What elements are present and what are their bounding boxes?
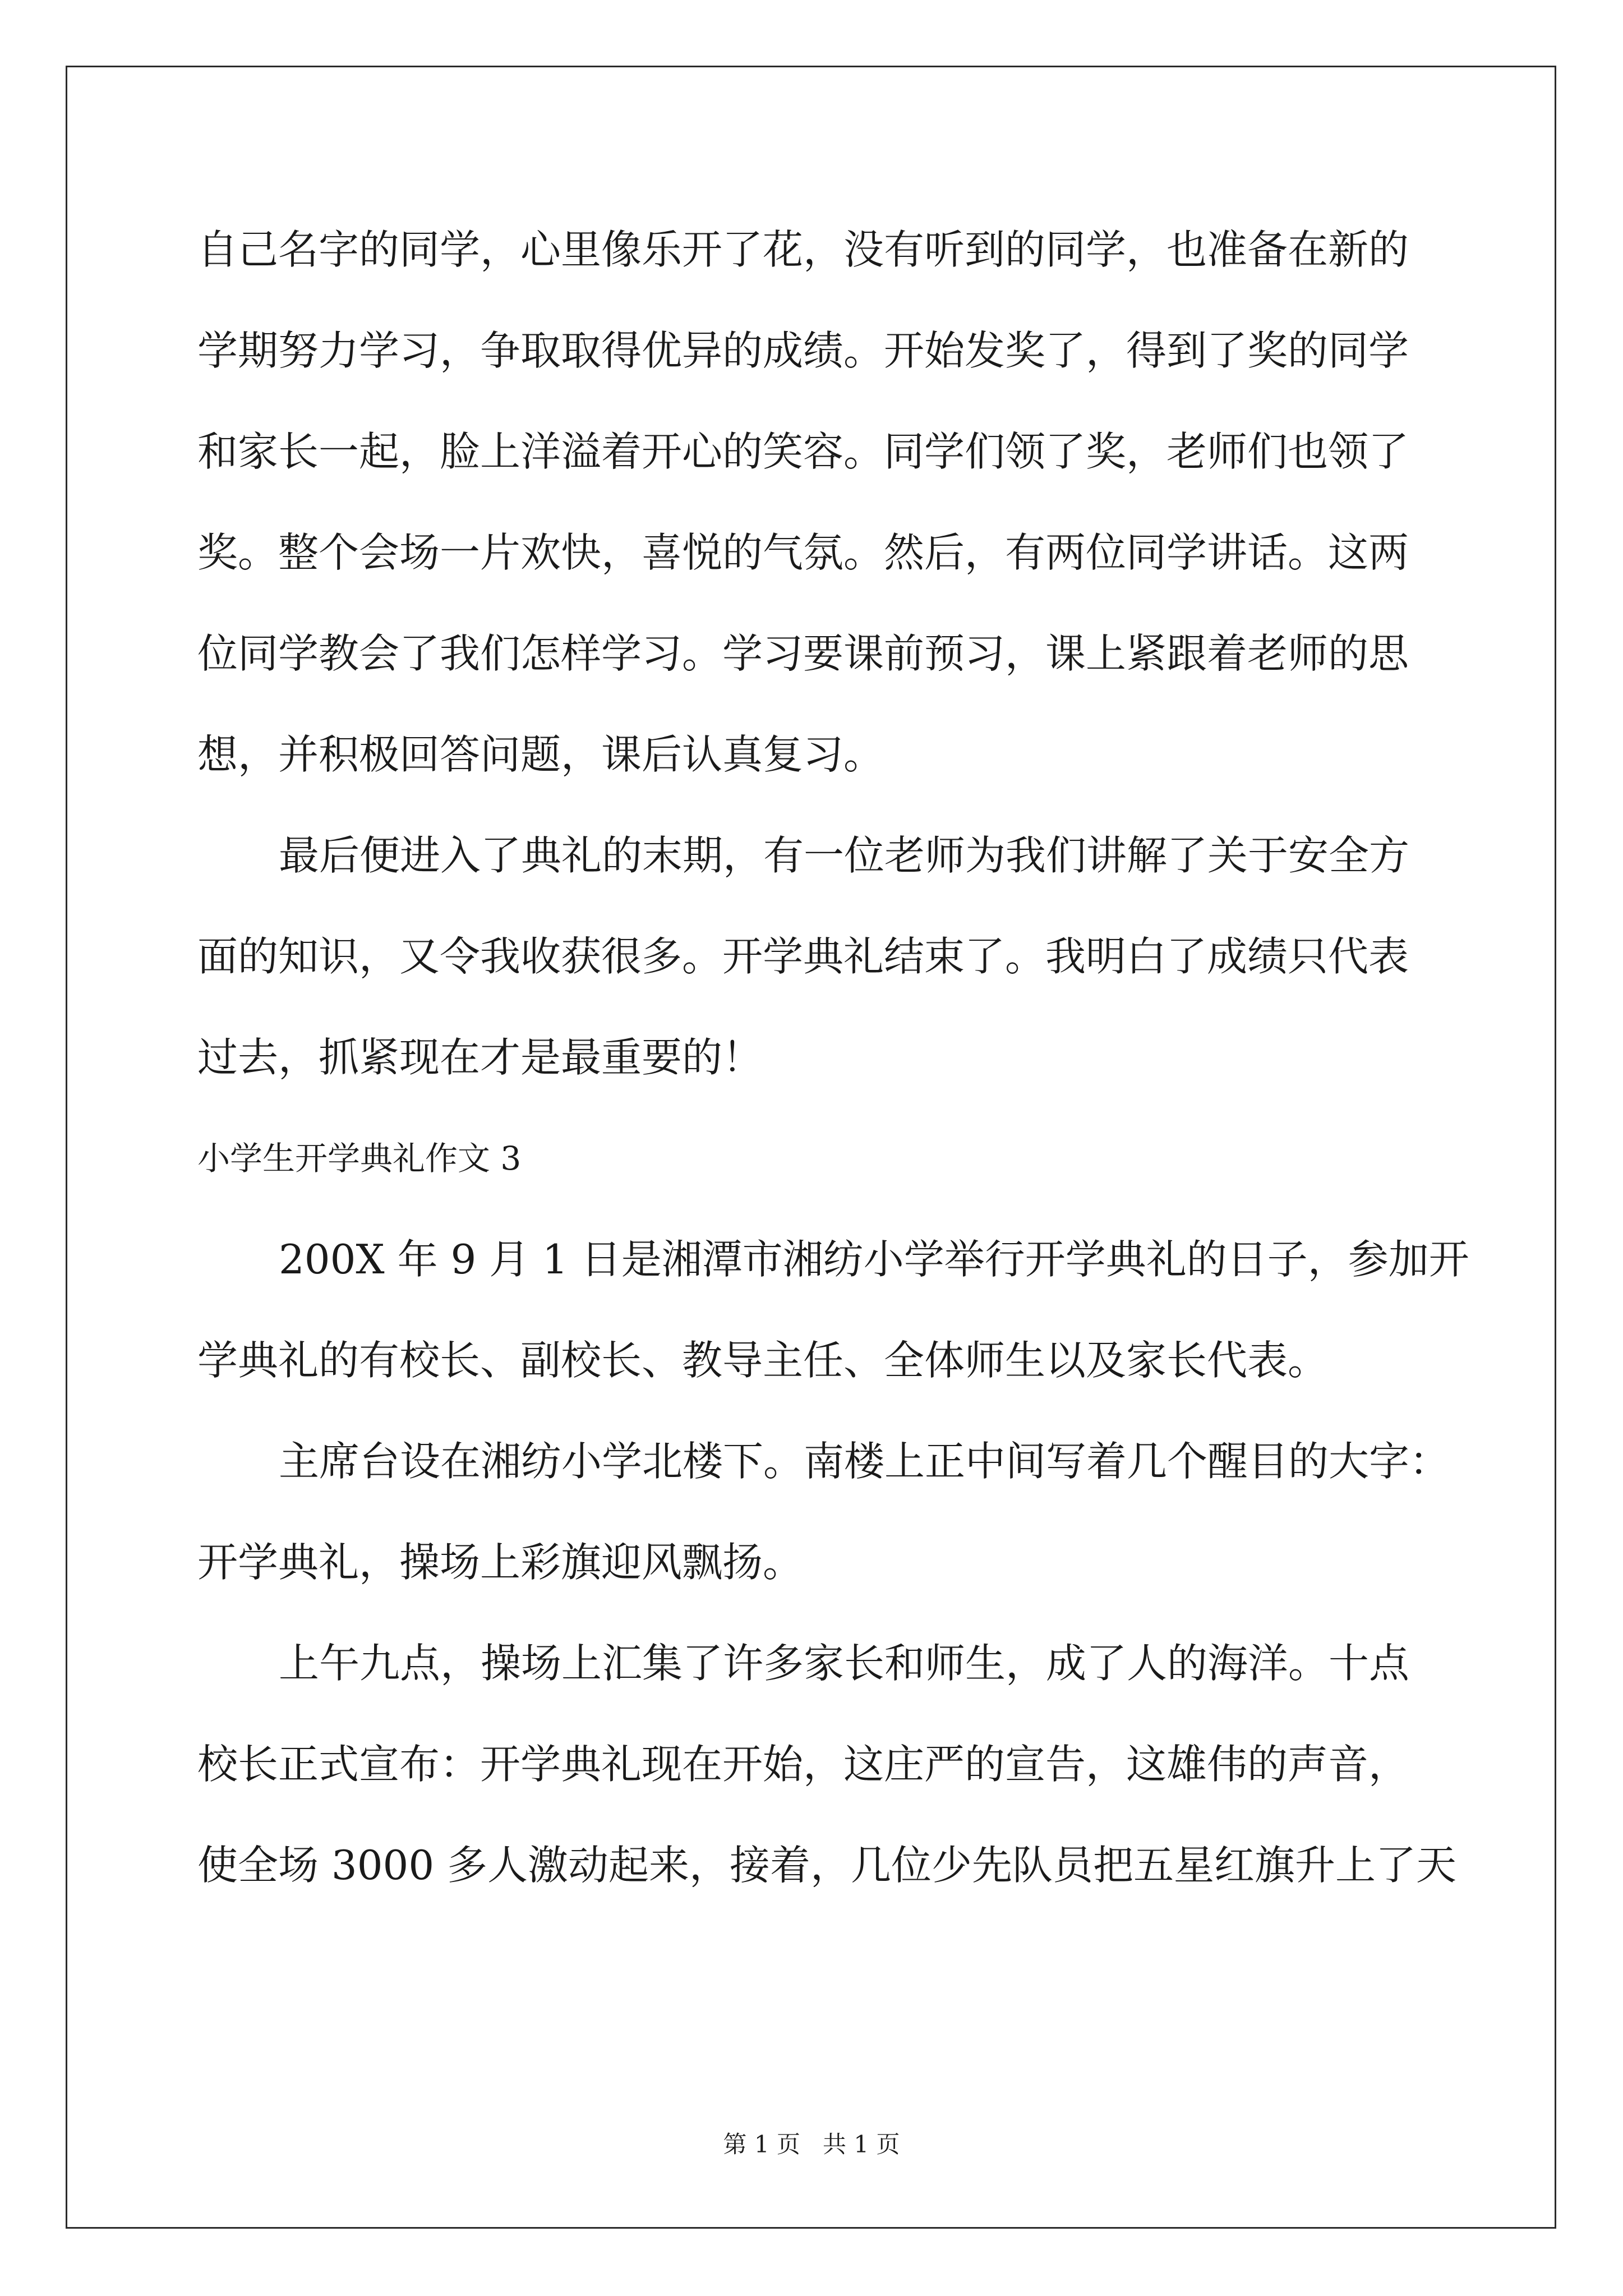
- text-line-9: 过去，抓紧现在才是最重要的！: [197, 1034, 763, 1081]
- text-line-17: 使全场 3000 多人激动起来，接着，几位少先队员把五星红旗升上了天: [197, 1842, 1457, 1889]
- text-line-3: 和家长一起，脸上洋溢着开心的笑容。同学们领了奖，老师们也领了: [197, 428, 1409, 475]
- text-line-13: 主席台设在湘纺小学北楼下。南楼上正中间写着几个醒目的大字：: [279, 1438, 1450, 1485]
- text-line-12: 学典礼的有校长、副校长、教导主任、全体师生以及家长代表。: [197, 1337, 1329, 1384]
- text-line-16: 校长正式宣布：开学典礼现在开始，这庄严的宣告，这雄伟的声音，: [197, 1741, 1409, 1788]
- page-footer: 第 1 页 共 1 页: [723, 2131, 900, 2158]
- text-line-11: 200X 年 9 月 1 日是湘潭市湘纺小学举行开学典礼的日子，参加开: [279, 1236, 1469, 1283]
- text-line-5: 位同学教会了我们怎样学习。学习要课前预习，课上紧跟着老师的思: [197, 630, 1409, 677]
- text-line-2: 学期努力学习，争取取得优异的成绩。开始发奖了，得到了奖的同学: [197, 327, 1409, 374]
- text-line-8: 面的知识，又令我收获很多。开学典礼结束了。我明白了成绩只代表: [197, 933, 1409, 980]
- text-line-15: 上午九点，操场上汇集了许多家长和师生，成了人的海洋。十点: [279, 1640, 1410, 1687]
- text-line-7: 最后便进入了典礼的末期，有一位老师为我们讲解了关于安全方: [279, 832, 1410, 879]
- text-line-6: 想，并积极回答问题，课后认真复习。: [197, 731, 884, 778]
- text-line-14: 开学典礼，操场上彩旗迎风飘扬。: [197, 1539, 804, 1586]
- text-line-4: 奖。整个会场一片欢快，喜悦的气氛。然后，有两位同学讲话。这两: [197, 529, 1409, 576]
- text-line-1: 自己名字的同学，心里像乐开了花，没有听到的同学，也准备在新的: [197, 226, 1409, 273]
- section-heading: 小学生开学典礼作文 3: [197, 1139, 522, 1177]
